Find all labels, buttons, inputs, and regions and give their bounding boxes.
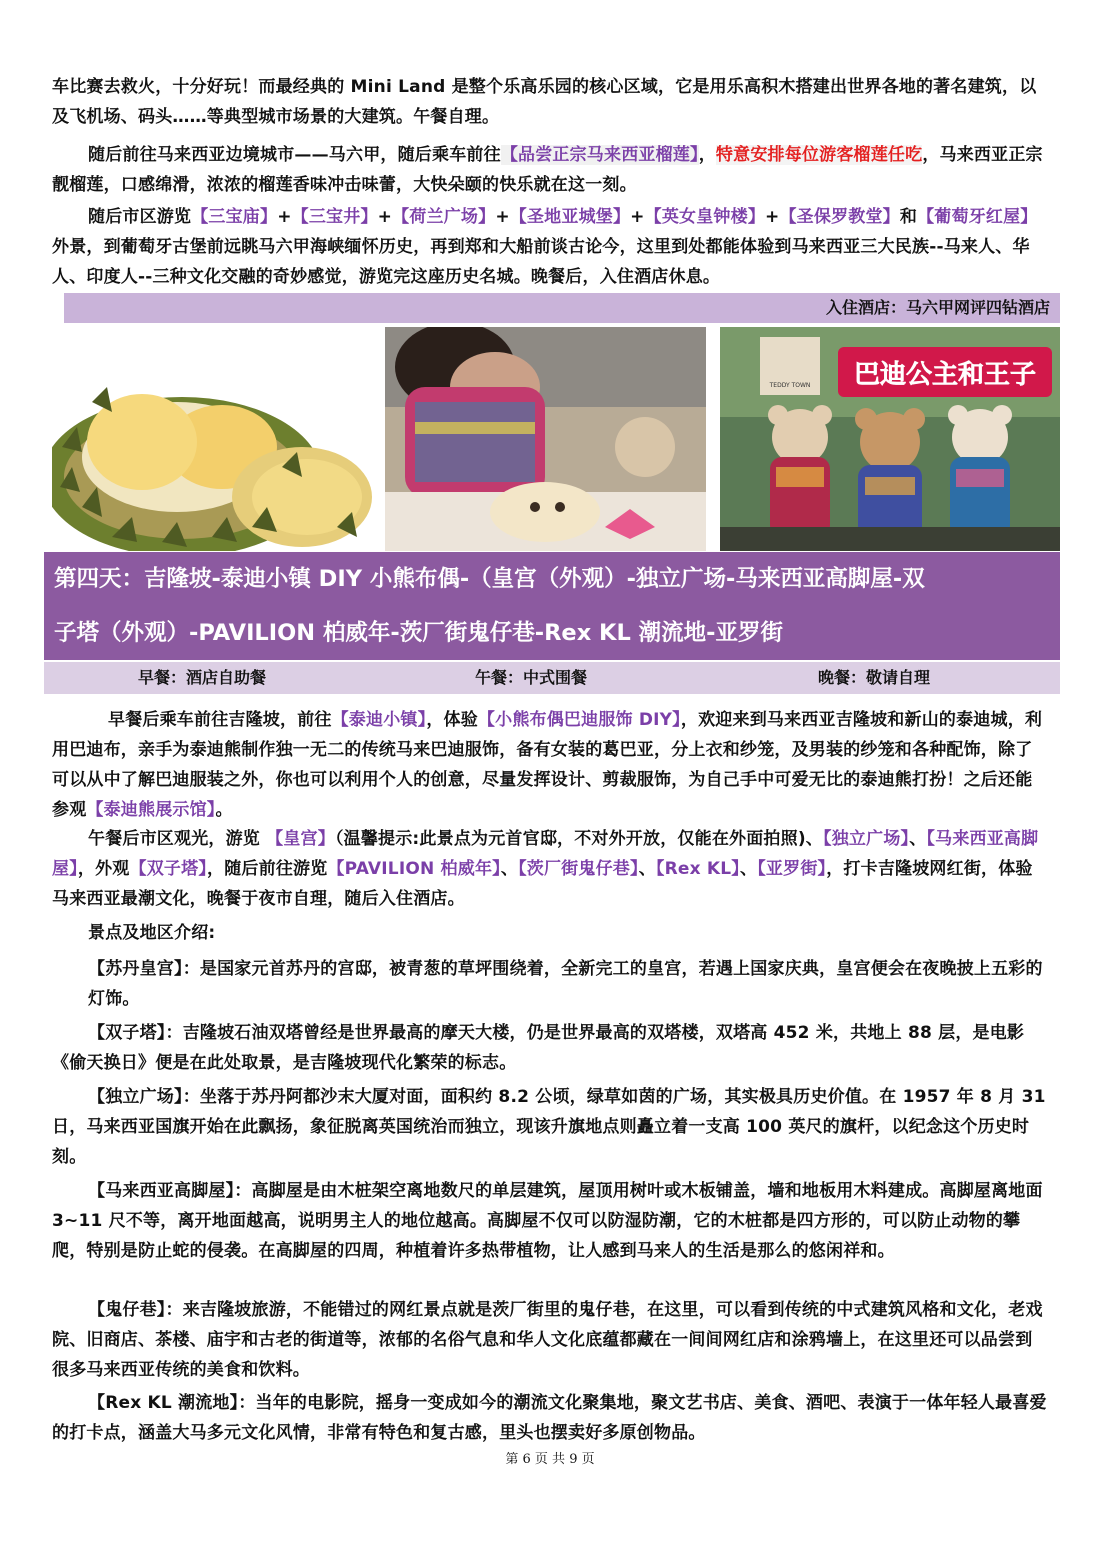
day4-title-line2: 子塔（外观）-PAVILION 柏威年-茨厂街鬼仔巷-Rex KL 潮流地-亚罗街 — [54, 620, 783, 646]
text: ，马来西亚正宗靓榴莲，口感绵滑，浓浓的榴莲香味冲击味蕾，大快朵颐的快乐就在这一刻。 — [52, 145, 1043, 195]
text: + — [630, 207, 645, 227]
page-footer — [0, 1448, 1100, 1467]
durian-photo — [52, 327, 372, 551]
spot-twin-towers: 【双子塔】：吉隆坡石油双塔曾经是世界最高的摩天大楼，仍是世界最高的双塔楼，双塔高 452 米，共地上 88 层，是电影《偷天换日》便是在此处取景，是吉隆坡现代化繁荣的标志。 — [52, 1023, 1025, 1073]
hotel-label: 入住酒店：马六甲网评四钻酒店 — [825, 298, 1050, 317]
dinner-label: 晚餐：敬请自理 — [818, 668, 931, 687]
text: ，体验 — [426, 710, 478, 730]
page-number: 第 6 页 共 9 页 — [505, 1452, 595, 1467]
bear-middle — [855, 408, 925, 545]
paragraph-teddy-town — [52, 705, 1048, 825]
text: 。 — [215, 800, 233, 820]
spot-rex-kl: 【Rex KL 潮流地】：当年的电影院，摇身一变成如今的潮流文化聚集地，聚文艺书店、美食、酒吧、表演于一体年轻人最喜爱的打卡点，涵盖大马多元文化风情，非常有特色和复古感，里头也摆卖好多原创物品。 — [52, 1393, 1047, 1443]
text: + — [277, 207, 292, 227]
highlight-durian-tasting: 【品尝正宗马来西亚榴莲】 — [500, 145, 699, 165]
bears-sign-text: 巴迪公主和王子 — [853, 360, 1037, 390]
lunch-label: 午餐：中式围餐 — [475, 668, 588, 687]
text: 随后市区游览 — [88, 207, 192, 227]
highlight-spot: 【小熊布偶巴迪服饰 DIY】 — [477, 710, 681, 730]
highlight-durian-unlimited: 特意安排每位游客榴莲任吃 — [715, 145, 923, 165]
text: ， — [698, 145, 716, 165]
spot-merdeka-square: 【独立广场】：坐落于苏丹阿都沙末大厦对面，面积约 8.2 公顷，绿草如茵的广场，其实极具历史价值。在 1957 年 8 月 31 日，马来西亚国旗开始在此飘扬，象征脱离英国统治而独立，现该升旗地点则矗立着一支高 100 英尺的旗杆，以纪念这个历史时刻。 — [52, 1087, 1046, 1167]
paragraph-malacca-durian — [52, 140, 1048, 200]
highlight-spot: 【亚罗街】 — [757, 859, 827, 879]
spot-sultan-palace: 【苏丹皇宫】：是国家元首苏丹的宫邸，被青葱的草坪围绕着，全新完工的皇宫，若遇上国家庆典，皇宫便会在夜晚披上五彩的灯饰。 — [88, 959, 1043, 1009]
day4-title-line1: 第四天：吉隆坡-泰迪小镇 DIY 小熊布偶-（皇宫（外观）-独立广场-马来西亚高脚屋-双 — [54, 566, 925, 592]
highlight-spot: 【泰迪小镇】 — [331, 710, 427, 730]
text: 、 — [638, 859, 656, 879]
text: 午餐后市区观光，游览 — [88, 829, 267, 849]
durian-illustration — [52, 327, 372, 551]
text: 、 — [500, 859, 519, 879]
highlight-spot: 【圣地亚城堡】 — [509, 207, 631, 227]
highlight-spot: 【皇宫】 — [266, 829, 335, 849]
text: 随后前往马来西亚边境城市——马六甲，随后乘车前往 — [88, 145, 501, 165]
hotel-bar — [64, 293, 1060, 323]
highlight-spot: 【三宝庙】 — [191, 207, 278, 227]
breakfast-label: 早餐：酒店自助餐 — [138, 668, 267, 687]
highlight-spot: 【荷兰广场】 — [392, 207, 496, 227]
highlight-spot: 【茨厂街鬼仔巷】 — [518, 859, 639, 879]
child-sewing-illustration — [385, 327, 706, 551]
teddy-bears-illustration — [720, 327, 1060, 551]
text: ，外观 — [77, 859, 130, 879]
highlight-spot: 【Rex KL】 — [655, 859, 741, 879]
highlight-spot: 【双子塔】 — [129, 859, 208, 879]
text: ，打卡吉隆坡网红街，体验马来西亚最潮文化，晚餐于夜市自理，随后入住酒店。 — [52, 859, 1033, 909]
bears-logo-text: TEDDY TOWN — [769, 382, 811, 389]
highlight-spot: 【泰迪熊展示馆】 — [86, 800, 216, 820]
text: 外景，到葡萄牙古堡前远眺马六甲海峡缅怀历史，再到郑和大船前谈古论今，这里到处都能体验到马来西亚三大民族--马来人、华人、印度人--三种文化交融的奇妙感觉，游览完这座历史名城。晚餐后，入住酒店休息。 — [52, 237, 1030, 287]
highlight-spot: 【葡萄牙红屋】 — [917, 207, 1038, 227]
teddy-bears-photo — [720, 327, 1060, 551]
text: 和 — [899, 207, 918, 227]
paragraph-kl-tour — [52, 824, 1048, 914]
highlight-spot: 【圣保罗教堂】 — [779, 207, 900, 227]
spot-kwai-chai-hong: 【鬼仔巷】：来吉隆坡旅游，不能错过的网红景点就是茨厂街里的鬼仔巷，在这里，可以看到传统的中式建筑风格和文化，老戏院、旧商店、茶楼、庙宇和古老的街道等，浓郁的名俗气息和华人文化底蕴都藏在一间间网红店和涂鸦墙上，在这里还可以品尝到很多马来西亚传统的美食和饮料。 — [52, 1300, 1043, 1380]
day4-header — [44, 552, 1060, 660]
text: + — [765, 207, 780, 227]
bear-left — [768, 405, 832, 537]
intro-heading: 景点及地区介绍: — [88, 923, 216, 943]
bear-right — [948, 405, 1012, 537]
text: （温馨提示:此景点为元首官邸，不对外开放，仅能在外面拍照)、 — [334, 829, 824, 849]
child-sewing-photo — [385, 327, 706, 551]
text: ，随后前往游览 — [207, 859, 328, 879]
paragraph-malacca-tour — [52, 202, 1048, 292]
spot-stilt-house: 【马来西亚高脚屋】：高脚屋是由木桩架空离地数尺的单层建筑，屋顶用树叶或木板铺盖，墙和地板用木料建成。高脚屋离地面 3~11 尺不等，离开地面越高，说明男主人的地位越高。高脚屋不仅可以防湿防潮，它的木桩都是四方形的，可以防止动物的攀爬，特别是防止蛇的侵袭。在高脚屋的四周，种植着许多热带植物，让人感到马来人的生活是那么的悠闲祥和。 — [52, 1181, 1043, 1261]
highlight-spot: 【英女皇钟楼】 — [644, 207, 766, 227]
paragraph-legoland: 车比赛去救火，十分好玩！而最经典的 Mini Land 是整个乐高乐园的核心区域，它是用乐高积木搭建出世界各地的著名建筑，以及飞机场、码头……等典型城市场景的大建筑。午餐自理。 — [52, 77, 1037, 127]
text: + — [377, 207, 393, 227]
highlight-spot: 【PAVILION 柏威年】 — [327, 859, 501, 879]
text: 、 — [909, 829, 927, 849]
highlight-spot: 【马来西亚高脚屋】 — [52, 829, 1039, 879]
meals-bar — [44, 662, 1060, 694]
highlight-spot: 【独立广场】 — [823, 829, 910, 849]
highlight-spot: 【三宝井】 — [291, 207, 378, 227]
text: + — [495, 207, 510, 227]
text: 、 — [740, 859, 758, 879]
text: 早餐后乘车前往吉隆坡，前往 — [108, 710, 332, 730]
text: ，欢迎来到马来西亚吉隆坡和新山的泰迪城，利用巴迪布，亲手为泰迪熊制作独一无二的传统马来巴迪服饰，备有女装的葛巴亚，分上衣和纱笼，及男装的纱笼和各种配饰，除了可以从中了解巴迪服装之外，你也可以利用个人的创意，尽量发挥设计、剪裁服饰，为自己手中可爱无比的泰迪熊打扮！之后还能参观 — [52, 710, 1043, 820]
